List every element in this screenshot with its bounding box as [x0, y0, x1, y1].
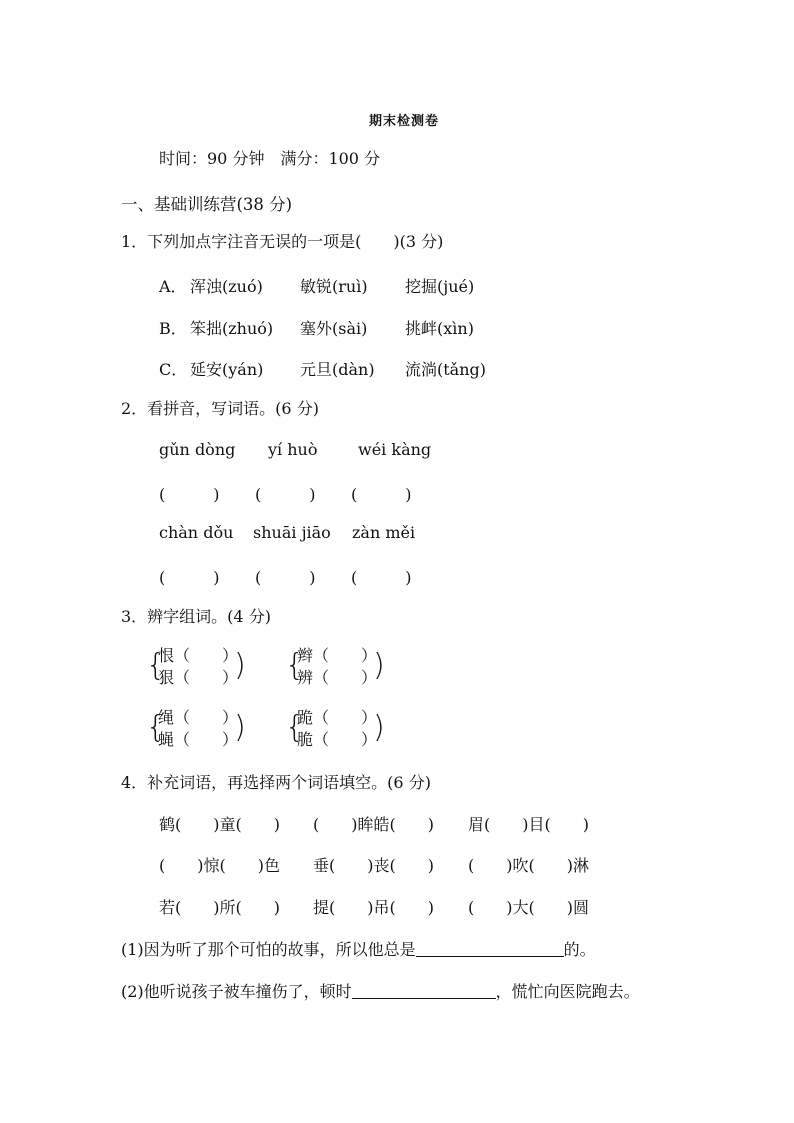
char-group-2: [285, 644, 405, 692]
char-group-line[interactable]: 脆（ ）: [297, 730, 378, 749]
bracket-right: ): [373, 710, 385, 745]
option-c-label: C．: [159, 360, 188, 379]
answer-blank-4[interactable]: ( ): [159, 568, 220, 587]
idiom-3[interactable]: 眉( )目( ): [468, 815, 589, 834]
question-2-stem: 2．看拼音，写词语。(6 分): [121, 399, 319, 418]
option-c-word-3: 流淌(tǎng): [405, 360, 487, 379]
option-a-word-3: 挖掘(jué): [405, 277, 475, 296]
section-heading: 一、基础训练营(38 分): [121, 195, 293, 214]
answer-blank-2[interactable]: ( ): [255, 485, 316, 504]
char-group-line[interactable]: 跪（ ）: [297, 708, 378, 727]
option-c-word-2: 元旦(dàn): [300, 360, 375, 379]
fill-sentence-2-text: (2)他听说孩子被车撞伤了，顿时: [121, 982, 352, 1001]
option-b-word-1: 笨拙(zhuó): [190, 319, 274, 338]
char-group-4: [285, 706, 405, 754]
question-1-stem: 1．下列加点字注音无误的一项是( )(3 分): [121, 232, 444, 251]
pinyin-1: gǔn dòng: [159, 440, 236, 459]
idiom-8[interactable]: 提( )吊( ): [313, 898, 434, 917]
answer-blank-1[interactable]: ( ): [159, 485, 220, 504]
option-b-word-3: 挑衅(xìn): [405, 319, 474, 338]
pinyin-6: zàn měi: [352, 523, 416, 542]
fill-sentence-2-end: ，慌忙向医院跑去。: [495, 982, 640, 1001]
option-a-word-1: 浑浊(zuó): [190, 277, 263, 296]
page-title: 期末检测卷: [369, 114, 440, 129]
option-c-word-1: 延安(yán): [190, 360, 264, 379]
brace-left: {: [285, 648, 305, 683]
idiom-5[interactable]: 垂( )丧( ): [313, 856, 434, 875]
question-4-stem: 4．补充词语，再选择两个词语填空。(6 分): [121, 773, 431, 792]
bracket-right: ): [234, 648, 246, 683]
brace-left: {: [285, 710, 305, 745]
idiom-1[interactable]: 鹤( )童( ): [159, 815, 280, 834]
answer-blank-3[interactable]: ( ): [351, 485, 412, 504]
idiom-2[interactable]: ( )眸皓( ): [313, 815, 434, 834]
fill-sentence-1-text: (1)因为听了那个可怕的故事，所以他总是: [121, 940, 416, 959]
exam-meta: 时间：90 分钟 满分：100 分: [159, 149, 381, 168]
option-b-label: B．: [159, 319, 187, 338]
char-group-line[interactable]: 辨（ ）: [297, 668, 378, 687]
idiom-7[interactable]: 若( )所( ): [159, 898, 280, 917]
idiom-4[interactable]: ( )惊( )色: [159, 856, 280, 875]
char-group-3: [146, 706, 266, 754]
char-group-line[interactable]: 绳（ ）: [158, 708, 239, 727]
char-group-line[interactable]: 辫（ ）: [297, 646, 378, 665]
answer-blank-5[interactable]: ( ): [255, 568, 316, 587]
char-group-line[interactable]: 恨（ ）: [158, 646, 239, 665]
idiom-9[interactable]: ( )大( )圆: [468, 898, 589, 917]
fill-sentence-1-end: 的。: [563, 940, 596, 959]
pinyin-4: chàn dǒu: [159, 523, 234, 542]
brace-left: {: [146, 648, 166, 683]
bracket-right: ): [234, 710, 246, 745]
pinyin-5: shuāi jiāo: [253, 523, 331, 542]
fill-sentence-2: [121, 982, 640, 1002]
answer-blank-6[interactable]: ( ): [351, 568, 412, 587]
char-group-line[interactable]: 蝇（ ）: [158, 730, 239, 749]
char-group-line[interactable]: 狠（ ）: [158, 668, 239, 687]
fill-blank-2[interactable]: [352, 982, 496, 999]
fill-sentence-1: [121, 940, 596, 960]
fill-blank-1[interactable]: [416, 940, 564, 957]
option-a-label: A．: [159, 277, 187, 296]
option-b-word-2: 塞外(sài): [300, 319, 368, 338]
option-a-word-2: 敏锐(ruì): [300, 277, 368, 296]
pinyin-2: yí huò: [268, 440, 318, 459]
pinyin-3: wéi kàng: [358, 440, 432, 459]
char-group-1: [146, 644, 266, 692]
brace-left: {: [146, 710, 166, 745]
question-3-stem: 3．辨字组词。(4 分): [121, 607, 271, 626]
idiom-6[interactable]: ( )吹( )淋: [468, 856, 589, 875]
bracket-right: ): [373, 648, 385, 683]
